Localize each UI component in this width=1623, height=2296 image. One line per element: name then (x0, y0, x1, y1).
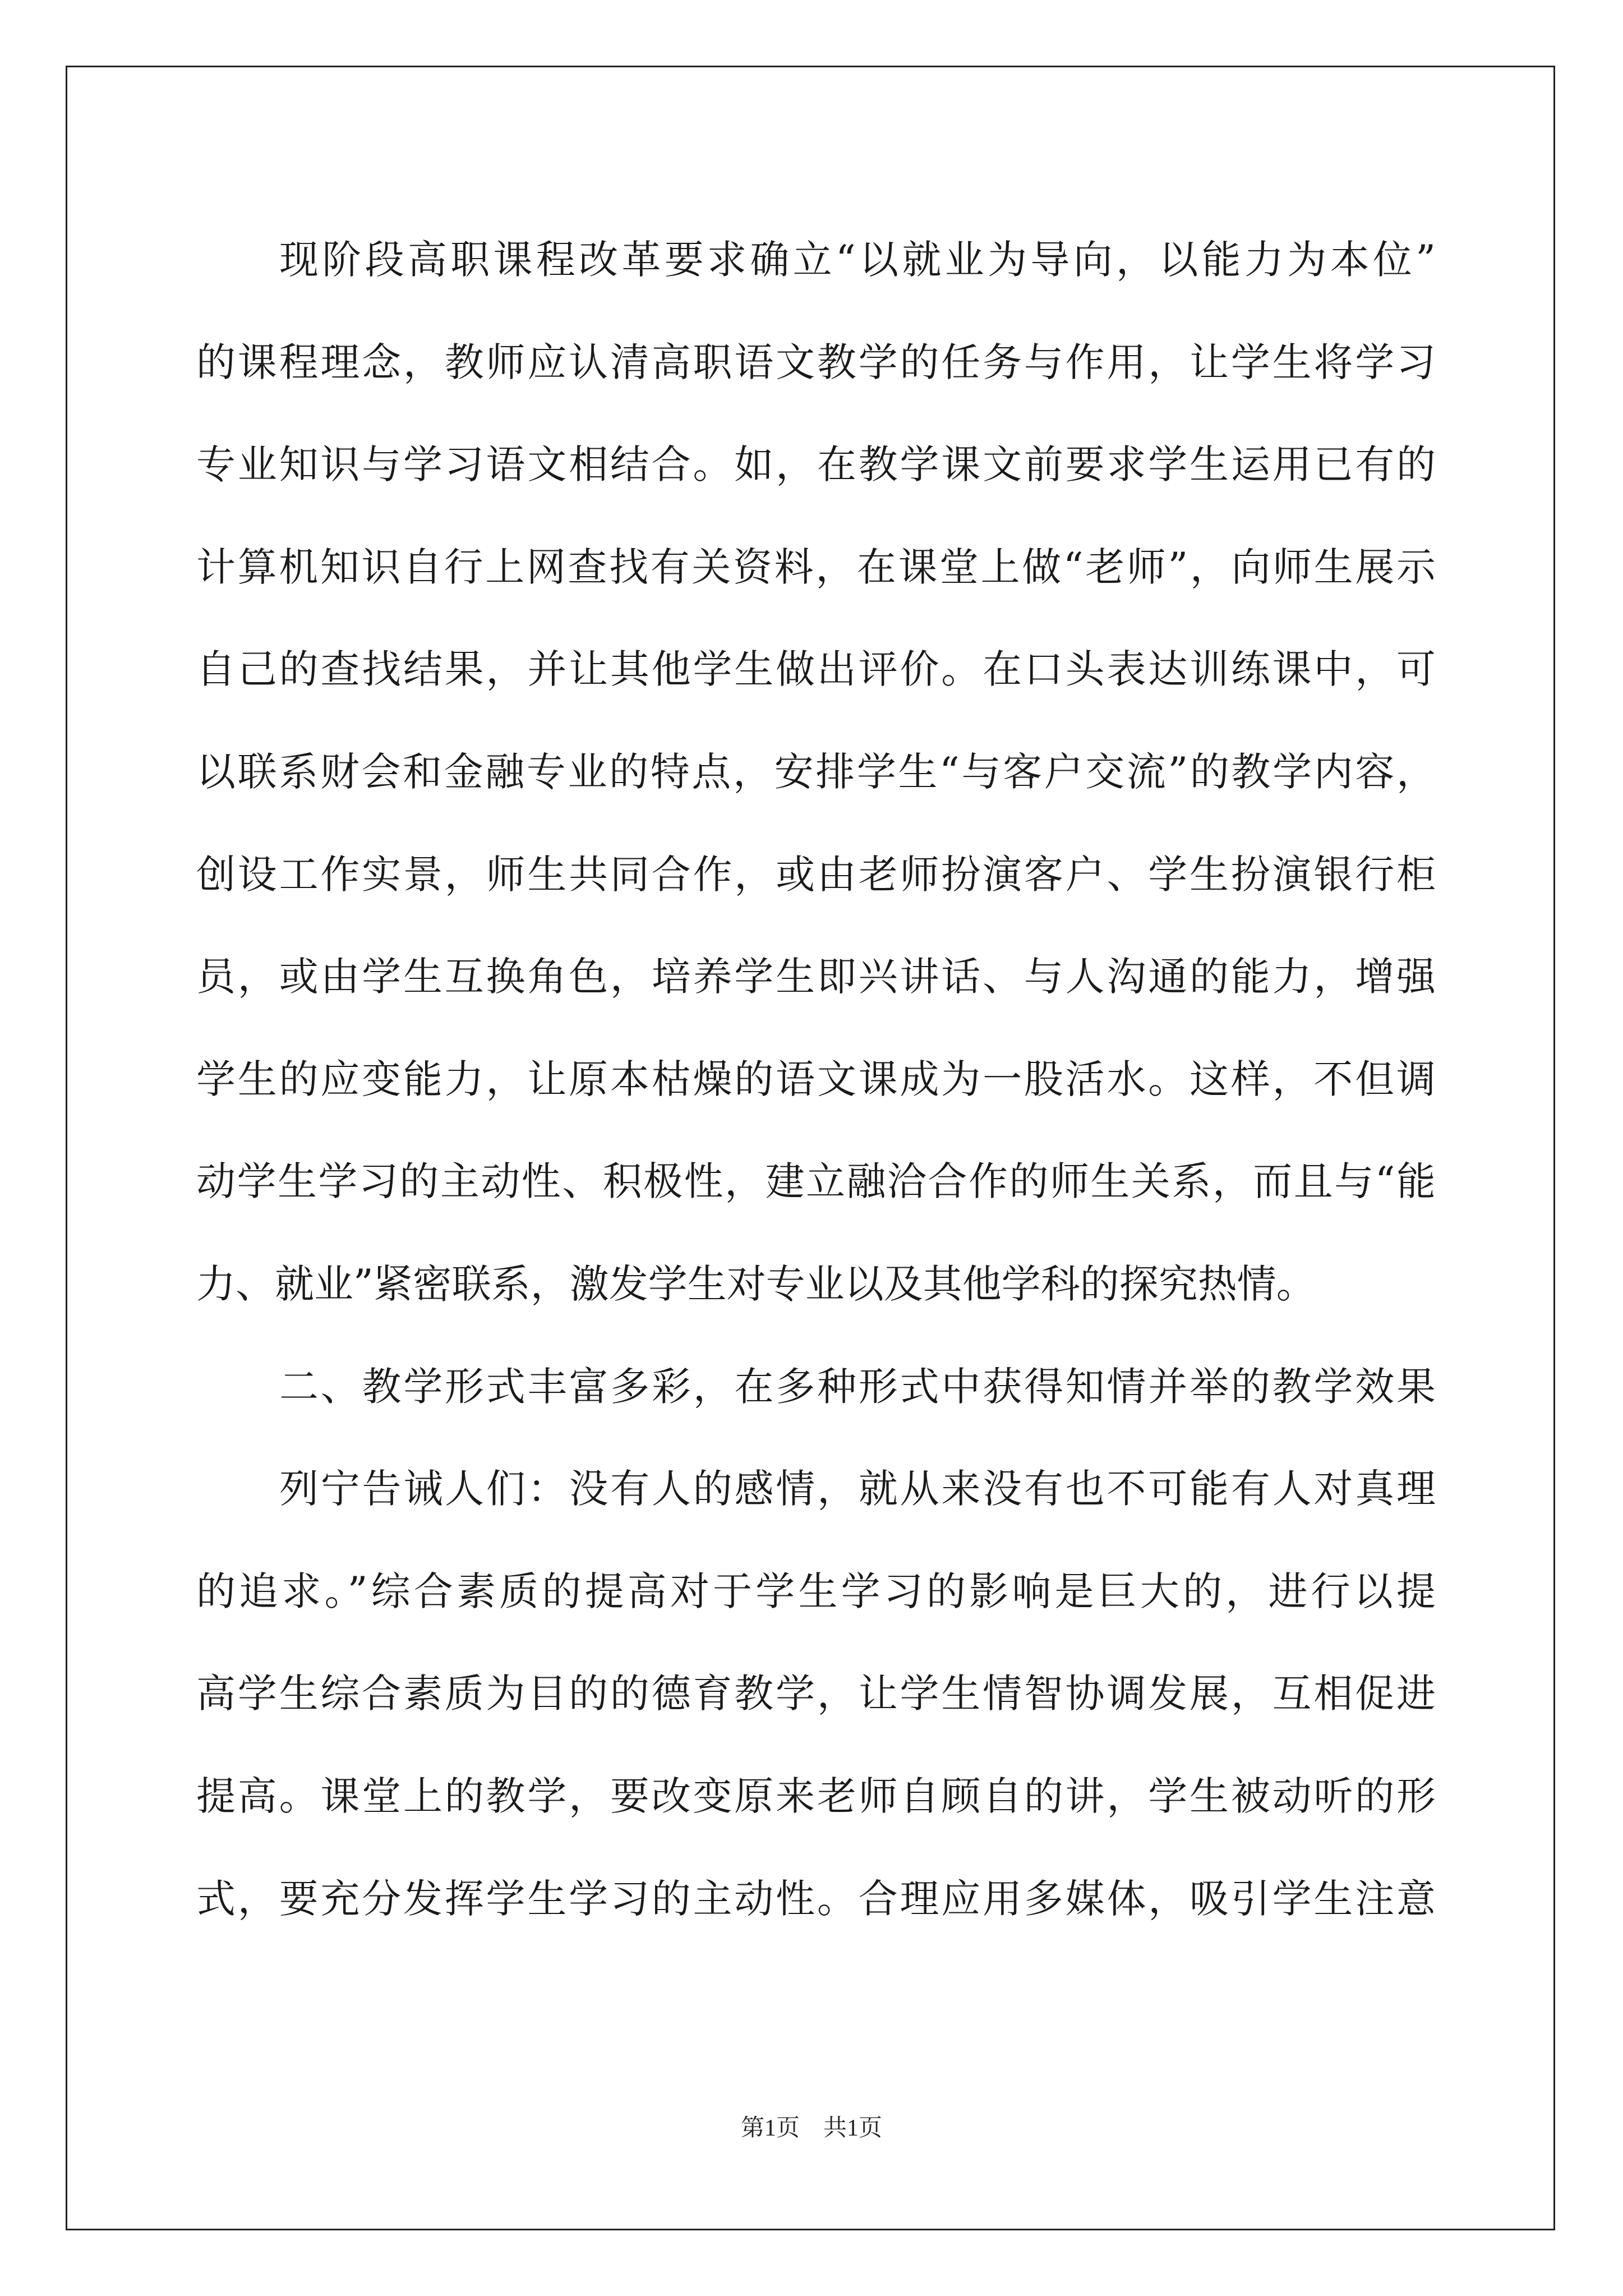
text-line: 创设工作实景，师生共同合作，或由老师扮演客户、学生扮演银行柜 (196, 851, 1436, 898)
text-line: 提高。课堂上的教学，要改变原来老师自顾自的讲，学生被动听的形 (196, 1773, 1436, 1819)
text-line: 列宁告诫人们：没有人的感情，就从来没有也不可能有人对真理 (279, 1466, 1436, 1512)
text-line: 专业知识与学习语文相结合。如，在教学课文前要求学生运用已有的 (196, 441, 1436, 488)
text-line: 力、就业”紧密联系，激发学生对专业以及其他学科的探究热情。 (196, 1260, 1316, 1307)
text-line: 学生的应变能力，让原本枯燥的语文课成为一股活水。这样，不但调 (196, 1056, 1436, 1102)
page-number-footer: 第1页 共1页 (740, 2115, 882, 2141)
text-line: 员，或由学生互换角色，培养学生即兴讲话、与人沟通的能力，增强 (196, 954, 1436, 1000)
text-line: 的课程理念，教师应认清高职语文教学的任务与作用，让学生将学习 (196, 339, 1436, 385)
document-body (196, 209, 1436, 1950)
text-line: 二、教学形式丰富多彩，在多种形式中获得知情并举的教学效果 (279, 1363, 1436, 1410)
text-line: 动学生学习的主动性、积极性，建立融洽合作的师生关系，而且与“能 (196, 1158, 1436, 1205)
text-line: 的追求。”综合素质的提高对于学生学习的影响是巨大的，进行以提 (196, 1568, 1436, 1614)
text-line: 现阶段高职课程改革要求确立“以就业为导向，以能力为本位” (279, 237, 1436, 283)
text-line: 高学生综合素质为目的的德育教学，让学生情智协调发展，互相促进 (196, 1671, 1436, 1717)
text-line: 自己的查找结果，并让其他学生做出评价。在口头表达训练课中，可 (196, 646, 1436, 693)
text-line: 以联系财会和金融专业的特点，安排学生“与客户交流”的教学内容， (196, 748, 1436, 795)
text-line: 式，要充分发挥学生学习的主动性。合理应用多媒体，吸引学生注意 (196, 1875, 1436, 1922)
text-line: 计算机知识自行上网查找有关资料，在课堂上做“老师”，向师生展示 (196, 544, 1436, 590)
